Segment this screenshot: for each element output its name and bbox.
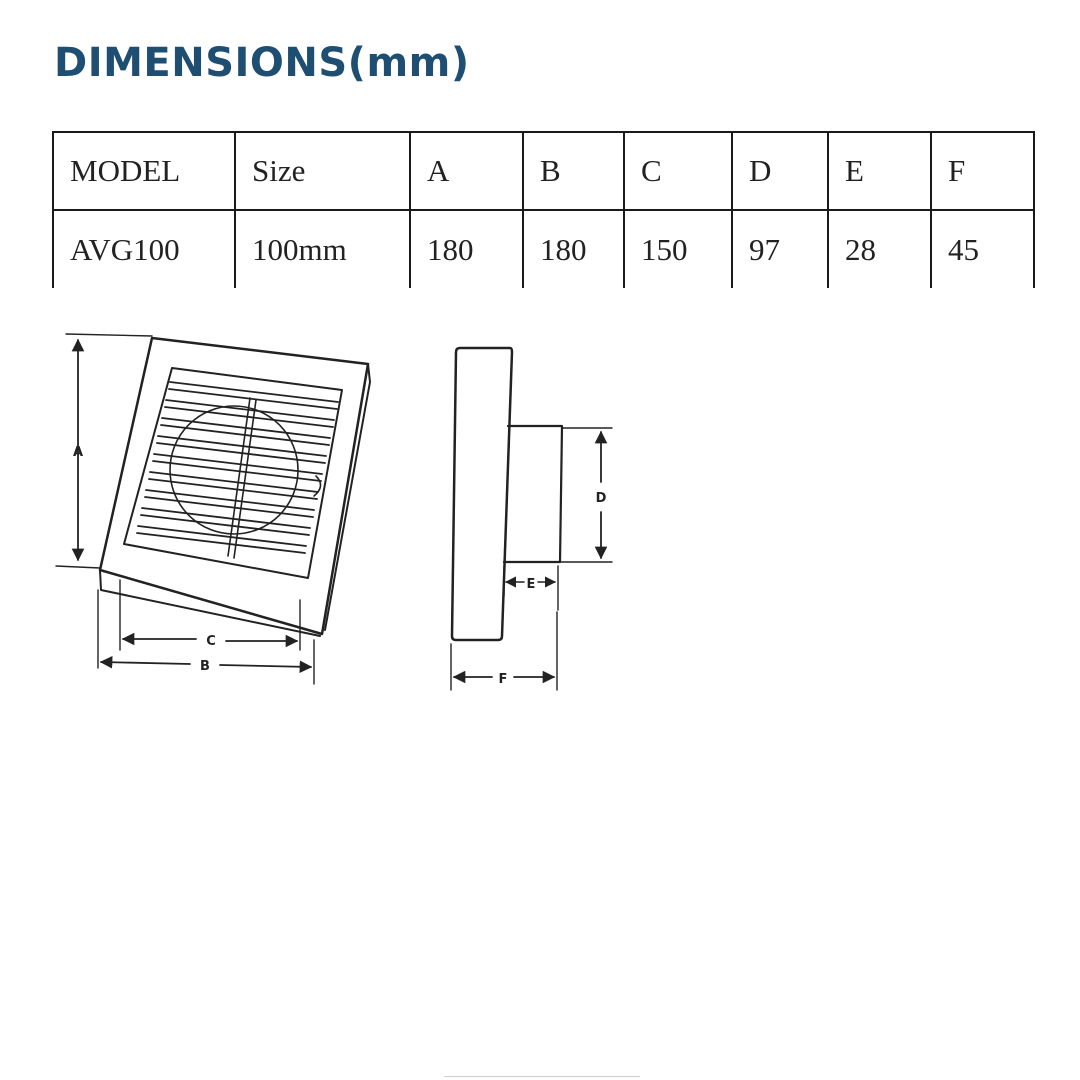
header-cell: MODEL [53,132,235,210]
header-cell: E [828,132,931,210]
dimension-label-a: A [72,445,84,460]
header-cell: B [523,132,624,210]
header-cell: C [624,132,732,210]
table-cell: 45 [931,210,1034,288]
table-cell: 180 [523,210,624,288]
table-cell: AVG100 [53,210,235,288]
dimension-label-e: E [526,577,536,592]
table-cell: 28 [828,210,931,288]
table-cell: 180 [410,210,523,288]
dimension-label-c: C [206,634,216,649]
page-title: DIMENSIONS(mm) [54,40,470,86]
table-cell: 100mm [235,210,410,288]
table-cell: 150 [624,210,732,288]
side-view-profile [452,348,562,640]
front-view-grille [100,338,370,636]
header-cell: Size [235,132,410,210]
dimension-label-d-text: D [595,491,607,506]
scroll-indicator [444,1076,640,1077]
header-cell: F [931,132,1034,210]
table-cell: 97 [732,210,828,288]
dimension-label-b: B [200,659,210,674]
header-cell: D [732,132,828,210]
dimension-label-f: F [498,672,508,687]
header-cell: A [410,132,523,210]
